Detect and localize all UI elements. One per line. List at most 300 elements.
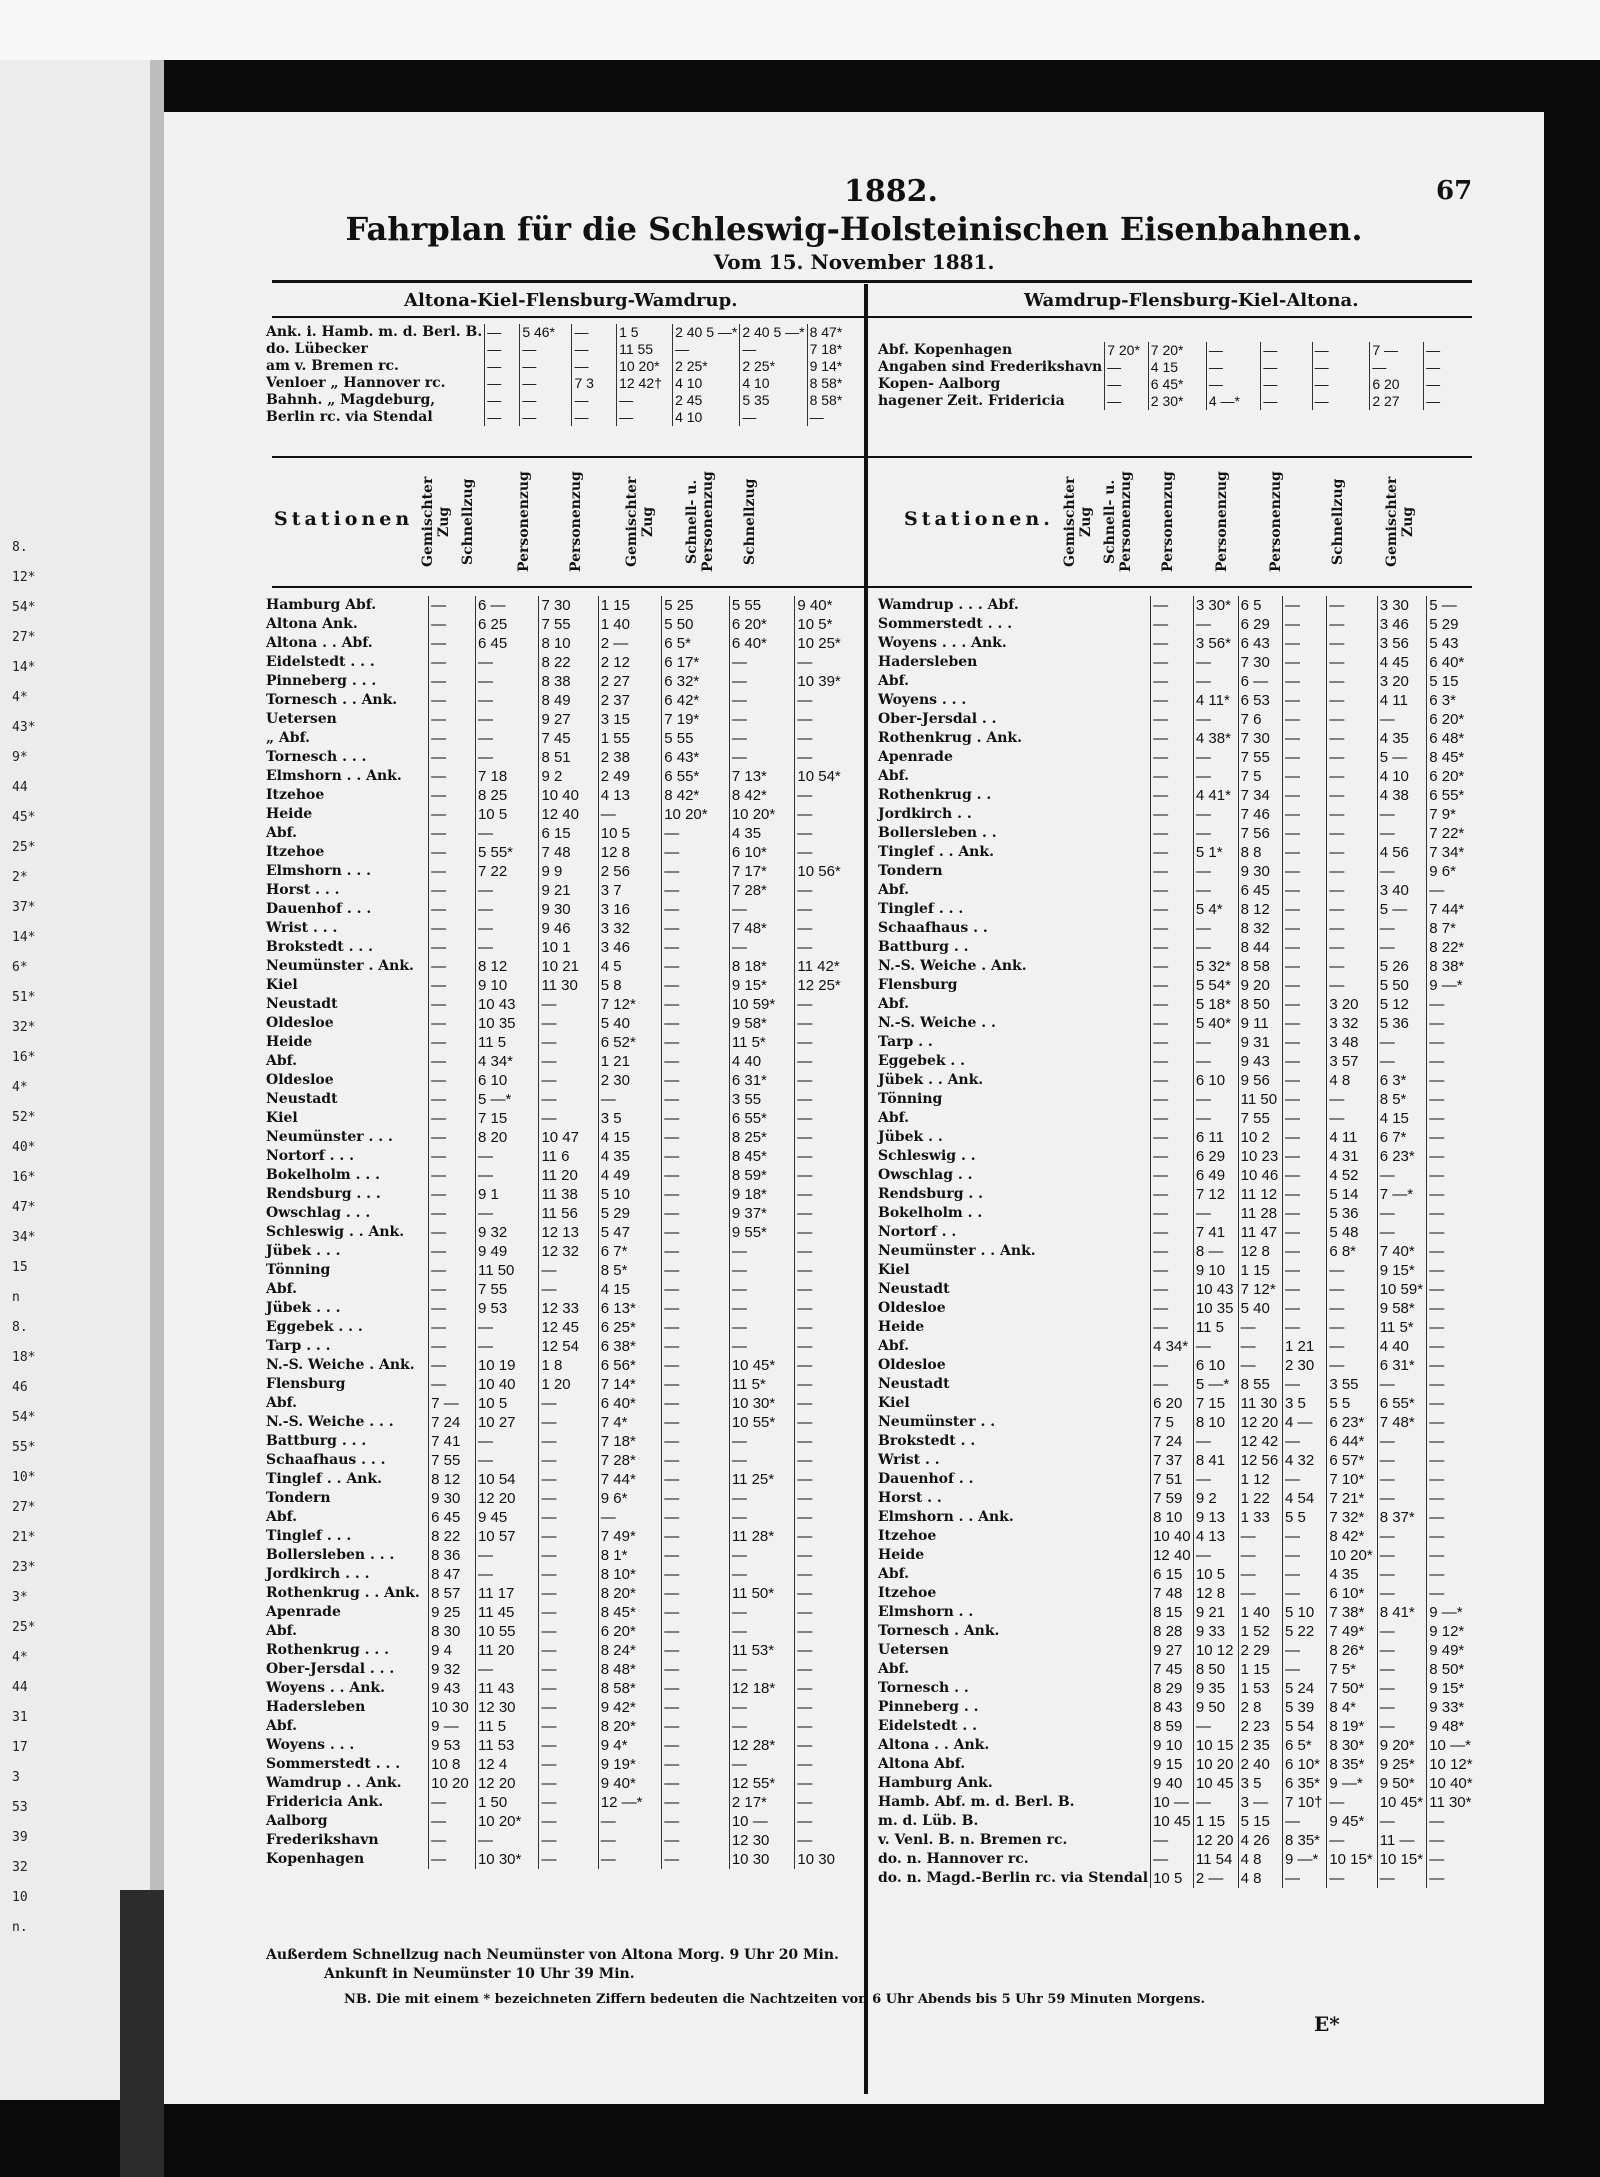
timetable-row (876, 729, 1476, 748)
time-cell: 10 15 (1193, 1736, 1238, 1755)
time-cell: — (1238, 1584, 1282, 1603)
time-cell: — (1193, 805, 1238, 824)
timetable-row (264, 1280, 860, 1299)
station-name: Rothenkrug . Ank. (878, 730, 1022, 746)
left-connections-table (264, 324, 860, 426)
time-cell: 5 54* (1193, 976, 1238, 995)
time-cell: 5 1* (1193, 843, 1238, 862)
time-cell: 8 5* (598, 1261, 661, 1280)
time-cell: 8 58* (807, 375, 860, 392)
time-cell: — (429, 710, 476, 729)
time-cell: 8 32 (1238, 919, 1282, 938)
left-page-fragment: 12* (12, 570, 36, 585)
time-cell: — (1282, 862, 1326, 881)
time-cell: — (673, 341, 740, 358)
timetable-row (264, 615, 860, 634)
time-cell: 7 10* (1327, 1470, 1377, 1489)
time-cell: — (429, 862, 476, 881)
left-page-fragment: 23* (12, 1560, 36, 1575)
time-cell: 2 30* (1148, 393, 1206, 410)
time-cell: 2 35 (1238, 1736, 1282, 1755)
time-cell: 7 9* (1427, 805, 1476, 824)
time-cell: 7 24 (429, 1413, 476, 1432)
time-cell: — (1377, 710, 1427, 729)
timetable-row (876, 1033, 1476, 1052)
time-cell: — (1327, 881, 1377, 900)
time-cell: — (795, 1413, 860, 1432)
time-cell: — (1206, 359, 1261, 376)
time-cell: 5 50 (662, 615, 730, 634)
time-cell: 6 17* (662, 653, 730, 672)
time-cell: — (475, 748, 538, 767)
time-cell: 3 16 (598, 900, 661, 919)
station-name: Rothenkrug . . (878, 787, 992, 803)
time-cell: — (1427, 1432, 1476, 1451)
time-cell: 10 57 (475, 1527, 538, 1546)
time-cell: 6 15 (539, 824, 598, 843)
timetable-row (876, 938, 1476, 957)
station-name: Abf. (266, 1053, 298, 1069)
time-cell: — (729, 1242, 795, 1261)
time-cell: 4 8 (1327, 1071, 1377, 1090)
time-cell: 9 45 (475, 1508, 538, 1527)
time-cell: — (729, 1489, 795, 1508)
time-cell: — (475, 1546, 538, 1565)
left-page-fragment: 25* (12, 1620, 36, 1635)
connection-row (876, 376, 1476, 393)
time-cell: — (539, 1508, 598, 1527)
time-cell: 8 4* (1327, 1698, 1377, 1717)
timetable-row (876, 634, 1476, 653)
time-cell: — (1427, 995, 1476, 1014)
time-cell: — (662, 1641, 730, 1660)
time-cell: — (795, 1280, 860, 1299)
time-cell: 12 30 (475, 1698, 538, 1717)
time-cell: — (1377, 1470, 1427, 1489)
time-cell: 6 8* (1327, 1242, 1377, 1261)
station-name: Abf. (266, 1395, 298, 1411)
timetable-row (876, 1413, 1476, 1432)
time-cell: — (539, 1622, 598, 1641)
time-cell: — (475, 672, 538, 691)
time-cell: 9 31 (1238, 1033, 1282, 1052)
time-cell: — (1151, 1090, 1194, 1109)
timetable-row (876, 1394, 1476, 1413)
station-name: Pinneberg . . (878, 1699, 979, 1715)
station-name: Abf. (878, 673, 910, 689)
time-cell: — (539, 1736, 598, 1755)
station-name: Kiel (878, 1262, 910, 1278)
time-cell: — (729, 1755, 795, 1774)
time-cell: — (429, 1185, 476, 1204)
time-cell: 8 35* (1282, 1831, 1326, 1850)
left-page-fragment: 16* (12, 1050, 36, 1065)
time-cell: 12 40 (539, 805, 598, 824)
time-cell: — (539, 1109, 598, 1128)
time-cell: — (539, 1280, 598, 1299)
time-cell: — (1282, 1318, 1326, 1337)
time-cell: — (475, 1565, 538, 1584)
time-cell: 4 15 (598, 1128, 661, 1147)
left-page-fragment: 37* (12, 900, 36, 915)
station-name: Itzehoe (878, 1585, 937, 1601)
timetable-row (876, 1337, 1476, 1356)
time-cell: — (539, 1698, 598, 1717)
left-page-fragment: 27* (12, 630, 36, 645)
station-name: Hadersleben (878, 654, 978, 670)
time-cell: — (1282, 1147, 1326, 1166)
station-name: Kopenhagen (266, 1851, 365, 1867)
time-cell: 4 38* (1193, 729, 1238, 748)
center-divider (864, 284, 868, 2094)
time-cell: 4 11 (1327, 1128, 1377, 1147)
column-header: Personenzug (1268, 471, 1284, 573)
time-cell: — (1327, 1318, 1377, 1337)
connection-row (264, 358, 860, 375)
station-name: Tondern (878, 863, 943, 879)
station-name: Tornesch . . (878, 1680, 969, 1696)
time-cell: — (1377, 1660, 1427, 1679)
time-cell: 9 4 (429, 1641, 476, 1660)
timetable-row (876, 1850, 1476, 1869)
time-cell: 3 5 (598, 1109, 661, 1128)
time-cell: — (795, 1793, 860, 1812)
time-cell: 7 10† (1282, 1793, 1326, 1812)
time-cell: — (429, 1299, 476, 1318)
time-cell: 6 15 (1151, 1565, 1194, 1584)
station-name: Elmshorn . . Ank. (266, 768, 402, 784)
time-cell: 5 48 (1327, 1223, 1377, 1242)
time-cell: — (729, 710, 795, 729)
time-cell: — (1427, 1489, 1476, 1508)
time-cell: — (1151, 729, 1194, 748)
time-cell: 4 56 (1377, 843, 1427, 862)
time-cell: 6 29 (1193, 1147, 1238, 1166)
station-name: Abf. (878, 1338, 910, 1354)
time-cell: 6 5* (1282, 1736, 1326, 1755)
time-cell: — (795, 729, 860, 748)
time-cell: — (1427, 1147, 1476, 1166)
time-cell: 7 15 (1193, 1394, 1238, 1413)
timetable-row (264, 1242, 860, 1261)
timetable-row (876, 1508, 1476, 1527)
station-name: Heide (878, 1319, 925, 1335)
time-cell: 9 4* (598, 1736, 661, 1755)
time-cell: — (429, 672, 476, 691)
time-cell: 12 30 (729, 1831, 795, 1850)
time-cell: — (520, 409, 572, 426)
time-cell: — (539, 1603, 598, 1622)
time-cell: 5 4* (1193, 900, 1238, 919)
time-cell: 7 28* (729, 881, 795, 900)
time-cell: 2 40 5 —* (673, 324, 740, 341)
timetable-row (264, 1850, 860, 1869)
time-cell: — (662, 1109, 730, 1128)
time-cell: — (539, 1033, 598, 1052)
station-name: Rothenkrug . . Ank. (266, 1585, 420, 1601)
column-header: Gemischter Zug (1384, 476, 1416, 568)
time-cell: 5 —* (475, 1090, 538, 1109)
time-cell: 12 4 (475, 1755, 538, 1774)
timetable-row (264, 1375, 860, 1394)
time-cell: 1 21 (1282, 1337, 1326, 1356)
time-cell: 10 46 (1238, 1166, 1282, 1185)
time-cell: 4 35 (598, 1147, 661, 1166)
time-cell: — (1312, 376, 1370, 393)
timetable-row (876, 843, 1476, 862)
time-cell: — (1151, 938, 1194, 957)
time-cell: — (1151, 1318, 1194, 1337)
time-cell: — (1282, 1432, 1326, 1451)
time-cell: — (1370, 359, 1424, 376)
time-cell: 7 20* (1148, 342, 1206, 359)
timetable-row (264, 1223, 860, 1242)
station-name: Altona . . Abf. (266, 635, 373, 651)
time-cell: 4 34* (475, 1052, 538, 1071)
time-cell: 6 55* (729, 1109, 795, 1128)
time-cell: 3 30* (1193, 596, 1238, 615)
left-page-fragment: 46 (12, 1380, 28, 1395)
time-cell: — (1282, 938, 1326, 957)
time-cell: 10 30* (729, 1394, 795, 1413)
timetable-row (264, 1090, 860, 1109)
time-cell: 6 20* (729, 615, 795, 634)
time-cell: 9 6* (598, 1489, 661, 1508)
time-cell: 8 42* (662, 786, 730, 805)
station-name: Tinglef . . . (878, 901, 964, 917)
station-name: Nortorf . . (878, 1224, 957, 1240)
timetable-row (876, 976, 1476, 995)
time-cell: 10 59* (1377, 1280, 1427, 1299)
time-cell: 11 55 (617, 341, 673, 358)
time-cell: — (1377, 1375, 1427, 1394)
station-name: Bollersleben . . . (266, 1547, 395, 1563)
time-cell: 8 5* (1377, 1090, 1427, 1109)
time-cell: — (475, 881, 538, 900)
header-rule-top (272, 456, 1472, 458)
left-page-fragment: 54* (12, 600, 36, 615)
time-cell: 5 12 (1377, 995, 1427, 1014)
time-cell: 8 22* (1427, 938, 1476, 957)
time-cell: 5 18* (1193, 995, 1238, 1014)
time-cell: — (598, 1850, 661, 1869)
timetable-row (264, 1736, 860, 1755)
time-cell: — (1261, 359, 1312, 376)
station-name: Abf. (266, 1623, 298, 1639)
timetable-row (264, 729, 860, 748)
time-cell: — (1193, 1717, 1238, 1736)
time-cell: 8 36 (429, 1546, 476, 1565)
timetable-row (876, 1223, 1476, 1242)
timetable-row (264, 1128, 860, 1147)
time-cell: — (429, 1014, 476, 1033)
timetable-row (876, 1546, 1476, 1565)
left-page-fragment: 21* (12, 1530, 36, 1545)
time-cell: — (662, 862, 730, 881)
station-name: Rendsburg . . (878, 1186, 984, 1202)
timetable-row (264, 691, 860, 710)
column-header: Schnell- u. Personenzug (1102, 471, 1134, 573)
timetable-row (876, 1736, 1476, 1755)
time-cell: 12 8 (1193, 1584, 1238, 1603)
time-cell: 8 10 (539, 634, 598, 653)
time-cell: — (539, 1014, 598, 1033)
time-cell: 2 56 (598, 862, 661, 881)
time-cell: — (662, 1831, 730, 1850)
timetable-row (876, 1793, 1476, 1812)
time-cell: 6 10 (1193, 1356, 1238, 1375)
station-name: v. Venl. B. n. Bremen rc. (878, 1832, 1068, 1848)
time-cell: — (1151, 691, 1194, 710)
time-cell: — (475, 1337, 538, 1356)
time-cell: — (795, 900, 860, 919)
time-cell: 5 43 (1427, 634, 1476, 653)
time-cell: 11 42* (795, 957, 860, 976)
time-cell: 6 3* (1377, 1071, 1427, 1090)
time-cell: 9 33* (1427, 1698, 1476, 1717)
time-cell: — (1193, 672, 1238, 691)
time-cell: 12 42 (1238, 1432, 1282, 1451)
time-cell: — (1427, 1261, 1476, 1280)
time-cell: 1 15 (1238, 1261, 1282, 1280)
time-cell: 7 22* (1427, 824, 1476, 843)
time-cell: 7 30 (1238, 653, 1282, 672)
left-page-fragment: 15 (12, 1260, 28, 1275)
time-cell: — (539, 1793, 598, 1812)
time-cell: — (795, 1470, 860, 1489)
time-cell: 1 5 (617, 324, 673, 341)
station-name: Frederikshavn (266, 1832, 379, 1848)
time-cell: — (807, 409, 860, 426)
time-cell: — (662, 1489, 730, 1508)
time-cell: 6 7* (1377, 1128, 1427, 1147)
time-cell: 11 5* (729, 1375, 795, 1394)
time-cell: 8 20* (598, 1584, 661, 1603)
left-page-fragment: 32* (12, 1020, 36, 1035)
timetable-row (876, 1565, 1476, 1584)
station-name: Flensburg (266, 1376, 346, 1392)
timetable-row (264, 1451, 860, 1470)
station-name: Woyens . . Ank. (266, 1680, 386, 1696)
time-cell: — (1193, 767, 1238, 786)
time-cell: 10 43 (1193, 1280, 1238, 1299)
time-cell: 4 10 (673, 375, 740, 392)
top-rule (272, 280, 1472, 283)
time-cell: 6 45 (1238, 881, 1282, 900)
time-cell: — (1427, 1394, 1476, 1413)
time-cell: — (1151, 1033, 1194, 1052)
time-cell: 7 12* (598, 995, 661, 1014)
time-cell: — (539, 1774, 598, 1793)
time-cell: — (1238, 1337, 1282, 1356)
station-name: Altona Abf. (878, 1756, 966, 1772)
time-cell: 5 5 (1282, 1508, 1326, 1527)
left-page-fragment: 45* (12, 810, 36, 825)
timetable-row (876, 1679, 1476, 1698)
timetable-row (264, 1337, 860, 1356)
time-cell: 2 29 (1238, 1641, 1282, 1660)
timetable-row (876, 672, 1476, 691)
time-cell: — (429, 1280, 476, 1299)
time-cell: — (1261, 342, 1312, 359)
time-cell: — (1327, 919, 1377, 938)
time-cell: — (429, 1071, 476, 1090)
time-cell: 5 24 (1282, 1679, 1326, 1698)
time-cell: 9 46 (539, 919, 598, 938)
time-cell: 4 40 (729, 1052, 795, 1071)
time-cell: — (1282, 1033, 1326, 1052)
timetable-row (876, 1451, 1476, 1470)
time-cell: 9 18* (729, 1185, 795, 1204)
time-cell: 6 45 (475, 634, 538, 653)
time-cell: — (1193, 1546, 1238, 1565)
time-cell: — (429, 1166, 476, 1185)
station-name: Woyens . . . (878, 692, 967, 708)
time-cell: — (1151, 1109, 1194, 1128)
station-name: Owschlag . . (878, 1167, 973, 1183)
timetable-row (876, 900, 1476, 919)
time-cell: 8 55 (1238, 1375, 1282, 1394)
time-cell: 10 —* (1427, 1736, 1476, 1755)
time-cell: 10 43 (475, 995, 538, 1014)
time-cell: 1 53 (1238, 1679, 1282, 1698)
time-cell: 6 48* (1427, 729, 1476, 748)
time-cell: 2 25* (673, 358, 740, 375)
station-name: Neumünster . . (878, 1414, 996, 1430)
timetable-row (264, 1299, 860, 1318)
time-cell: 10 19 (475, 1356, 538, 1375)
time-cell: 5 26 (1377, 957, 1427, 976)
timetable-row (876, 653, 1476, 672)
time-cell: — (429, 957, 476, 976)
time-cell: 8 43 (1151, 1698, 1194, 1717)
time-cell: 8 38* (1427, 957, 1476, 976)
time-cell: 4 13 (1193, 1527, 1238, 1546)
time-cell: 9 19* (598, 1755, 661, 1774)
time-cell: — (1282, 881, 1326, 900)
time-cell: — (429, 995, 476, 1014)
time-cell: 12 55* (729, 1774, 795, 1793)
time-cell: — (729, 729, 795, 748)
time-cell: 9 15 (1151, 1755, 1194, 1774)
time-cell: 5 54 (1282, 1717, 1326, 1736)
time-cell: 9 —* (1427, 976, 1476, 995)
time-cell: 7 44* (598, 1470, 661, 1489)
station-name: Kiel (266, 977, 298, 993)
time-cell: — (662, 995, 730, 1014)
left-page-fragment: 31 (12, 1710, 28, 1725)
left-stations-label: Stationen (274, 508, 414, 530)
time-cell: — (1193, 881, 1238, 900)
station-name: Apenrade (878, 749, 953, 765)
time-cell: 8 57 (429, 1584, 476, 1603)
column-header: Gemischter Zug (420, 476, 452, 568)
page-subtitle: Vom 15. November 1881. (713, 250, 995, 274)
time-cell: — (429, 1242, 476, 1261)
station-name: Schleswig . . Ank. (266, 1224, 405, 1240)
time-cell: — (662, 1033, 730, 1052)
time-cell: 9 —* (1327, 1774, 1377, 1793)
time-cell: — (1427, 1508, 1476, 1527)
time-cell: 12 —* (598, 1793, 661, 1812)
time-cell: 8 1* (598, 1546, 661, 1565)
time-cell: — (1193, 1204, 1238, 1223)
time-cell: — (475, 824, 538, 843)
time-cell: — (662, 1128, 730, 1147)
time-cell: — (1424, 359, 1476, 376)
time-cell: 9 11 (1238, 1014, 1282, 1033)
time-cell: 7 49* (598, 1527, 661, 1546)
